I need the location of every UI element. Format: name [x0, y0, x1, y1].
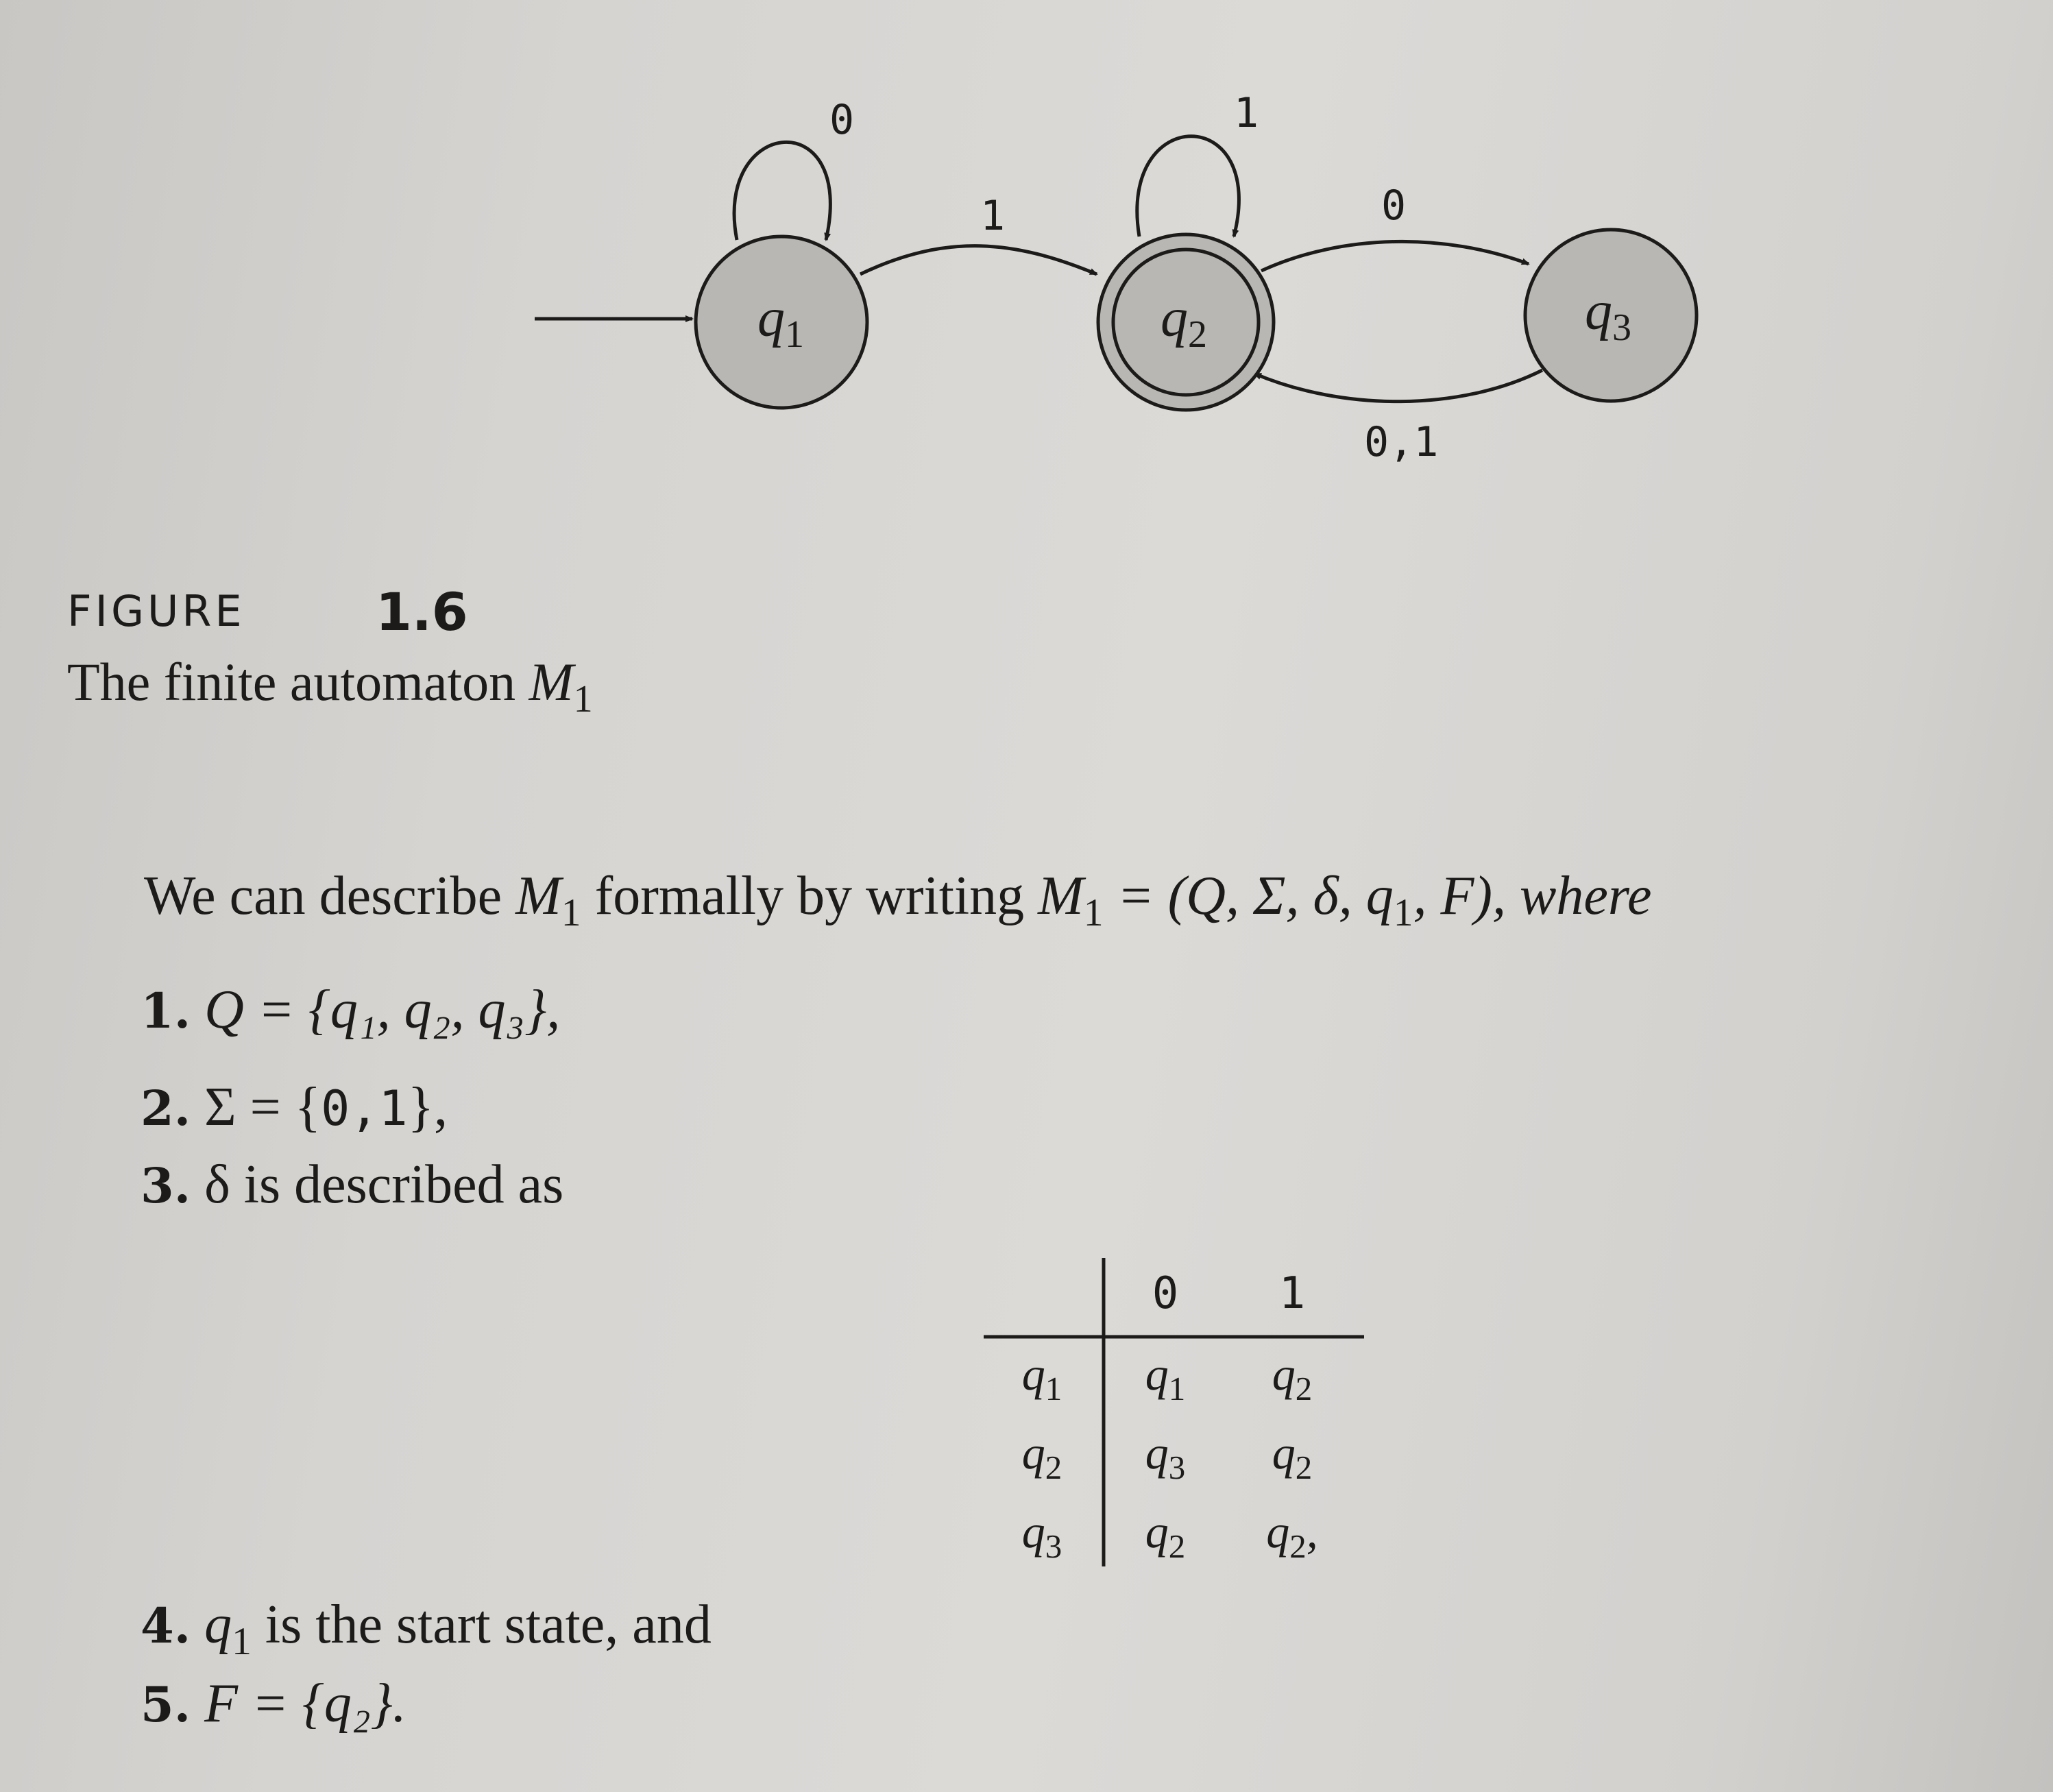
- label-q2-loop: 1: [1234, 89, 1259, 137]
- label-q3-q2: 0,1: [1364, 418, 1439, 466]
- item-number: 2.: [141, 1080, 191, 1137]
- item-text-post: },: [407, 1077, 448, 1137]
- item-text: is the start state, and: [251, 1595, 712, 1655]
- item-var: q: [204, 1595, 232, 1655]
- intro-var-1: M: [515, 866, 561, 926]
- label-q1-loop: 0: [829, 96, 855, 144]
- cell-1: $q_2$,: [1266, 1505, 1318, 1565]
- label-q1-q2: 1: [980, 192, 1006, 240]
- cell-1: $q_2$: [1272, 1427, 1313, 1486]
- intro-text-3: = (Q, Σ, δ, q: [1103, 866, 1394, 926]
- item-text-mono: 0,1: [321, 1080, 408, 1137]
- item-number: 4.: [141, 1597, 191, 1654]
- state-q1-label: $q_1$: [757, 288, 804, 356]
- row-state: $q_1$: [1021, 1348, 1062, 1407]
- intro-sub-2: 1: [1083, 891, 1104, 935]
- cell-1: $q_2$: [1272, 1348, 1313, 1407]
- cell-0: $q_3$: [1145, 1427, 1186, 1486]
- cell-0: $q_1$: [1145, 1348, 1186, 1407]
- intro-text-1: We can describe: [144, 866, 516, 926]
- intro-sub-1: 1: [561, 891, 581, 935]
- label-q2-q3: 0: [1381, 182, 1407, 230]
- state-q2-label: $q_2$: [1161, 288, 1207, 356]
- intro-sub-3: 1: [1393, 891, 1413, 935]
- intro-text-4: , F), where: [1413, 866, 1652, 926]
- intro-var-2: M: [1038, 866, 1084, 926]
- item-number: 5.: [141, 1676, 191, 1733]
- item-text: Q = {q₁, q₂, q₃},: [191, 980, 561, 1040]
- item-text: δ is described as: [191, 1154, 564, 1215]
- item-text-pre: Σ = {: [191, 1077, 321, 1137]
- item-number: 1.: [141, 982, 191, 1039]
- item-text: F = {q₂}.: [191, 1673, 406, 1734]
- list-item-5: [141, 1673, 406, 1735]
- intro-text-2: formally by writing: [581, 866, 1038, 926]
- cell-0: $q_2$: [1145, 1505, 1186, 1565]
- row-state: $q_3$: [1021, 1505, 1062, 1565]
- figure-number: 1.6: [376, 581, 468, 642]
- row-state: $q_2$: [1021, 1427, 1062, 1486]
- caption-var: M: [529, 652, 574, 712]
- item-number: 3.: [141, 1157, 191, 1214]
- figure-label: FIGURE: [67, 586, 245, 636]
- caption-text: The finite automaton: [67, 652, 529, 712]
- item-sub: 1: [232, 1620, 252, 1664]
- caption-sub: 1: [573, 677, 593, 721]
- table-header-1: 1: [1278, 1268, 1306, 1319]
- list-item-4: [141, 1594, 712, 1664]
- table-header-0: 0: [1152, 1268, 1179, 1319]
- state-q3-label: $q_3$: [1585, 281, 1631, 349]
